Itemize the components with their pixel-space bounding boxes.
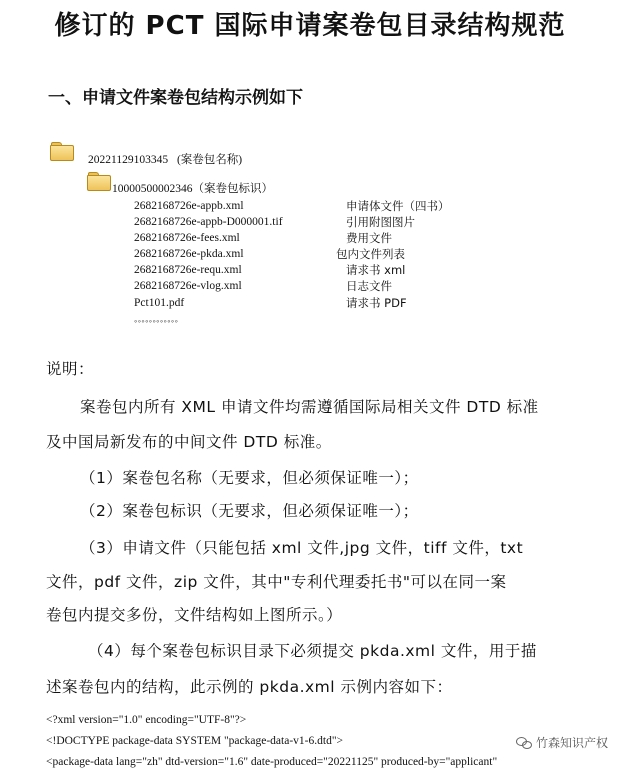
file-name: Pct101.pdf xyxy=(134,297,185,309)
file-desc: 包内文件列表 xyxy=(336,247,405,261)
watermark xyxy=(516,734,608,752)
section-heading: 一、申请文件案卷包结构示例如下 xyxy=(48,88,303,108)
folder-icon xyxy=(50,142,74,160)
file-name: 2682168726e-appb-D000001.tif xyxy=(134,216,283,228)
wechat-icon xyxy=(516,737,532,749)
explain-line: 卷包内提交多份，文件结构如上图所示。） xyxy=(46,606,343,624)
folder-icon xyxy=(87,172,111,190)
code-line: <?xml version="1.0" encoding="UTF-8"?> xyxy=(46,714,247,726)
tree-sub-note: （案卷包标识） xyxy=(192,183,273,195)
file-name: 2682168726e-fees.xml xyxy=(134,232,240,244)
explain-line: （4）每个案卷包标识目录下必须提交 pkda.xml 文件，用于描 xyxy=(88,642,537,660)
file-name: 2682168726e-pkda.xml xyxy=(134,248,244,260)
explain-line: 及中国局新发布的中间文件 DTD 标准。 xyxy=(46,433,332,451)
code-line: <package-data lang="zh" dtd-version="1.6" date-produced="20221125" produced-by="applicant" xyxy=(46,756,498,768)
explain-label: 说明： xyxy=(46,360,95,378)
tree-root-name: 20221129103345 xyxy=(88,154,169,166)
tree-root-note: (案卷包名称) xyxy=(176,154,243,166)
page-title: 修订的 PCT 国际申请案卷包目录结构规范 xyxy=(54,11,566,41)
file-desc: 日志文件 xyxy=(346,279,392,293)
file-desc: 申请体文件（四书） xyxy=(346,199,450,213)
tree-sub xyxy=(112,181,273,197)
explain-line: 述案卷包内的结构，此示例的 pkda.xml 示例内容如下： xyxy=(46,678,453,696)
file-name: 2682168726e-vlog.xml xyxy=(134,280,242,292)
explain-line: 案卷包内所有 XML 申请文件均需遵循国际局相关文件 DTD 标准 xyxy=(80,398,539,416)
explain-line: （3）申请文件（只能包括 xml 文件,jpg 文件，tiff 文件，txt xyxy=(80,539,524,557)
file-desc: 请求书 PDF xyxy=(346,296,407,310)
explain-line: （2）案卷包标识（无要求，但必须保证唯一）； xyxy=(80,502,419,520)
tree-root xyxy=(88,152,242,168)
file-name: 2682168726e-appb.xml xyxy=(134,200,244,212)
file-desc: 请求书 xml xyxy=(346,263,406,277)
file-desc: 费用文件 xyxy=(346,231,392,245)
explain-line: 文件，pdf 文件，zip 文件，其中"专利代理委托书"可以在同一案 xyxy=(46,573,507,591)
tree-ellipsis: ◦◦◦◦◦◦◦◦◦◦◦◦ xyxy=(134,316,179,326)
file-name: 2682168726e-requ.xml xyxy=(134,264,242,276)
tree-sub-name: 10000500002346 xyxy=(112,183,193,195)
file-desc: 引用附图图片 xyxy=(346,215,415,229)
watermark-text: 竹森知识产权 xyxy=(535,736,608,750)
explain-line: （1）案卷包名称（无要求，但必须保证唯一）； xyxy=(80,469,419,487)
code-line: <!DOCTYPE package-data SYSTEM "package-data-v1-6.dtd"> xyxy=(46,735,343,747)
